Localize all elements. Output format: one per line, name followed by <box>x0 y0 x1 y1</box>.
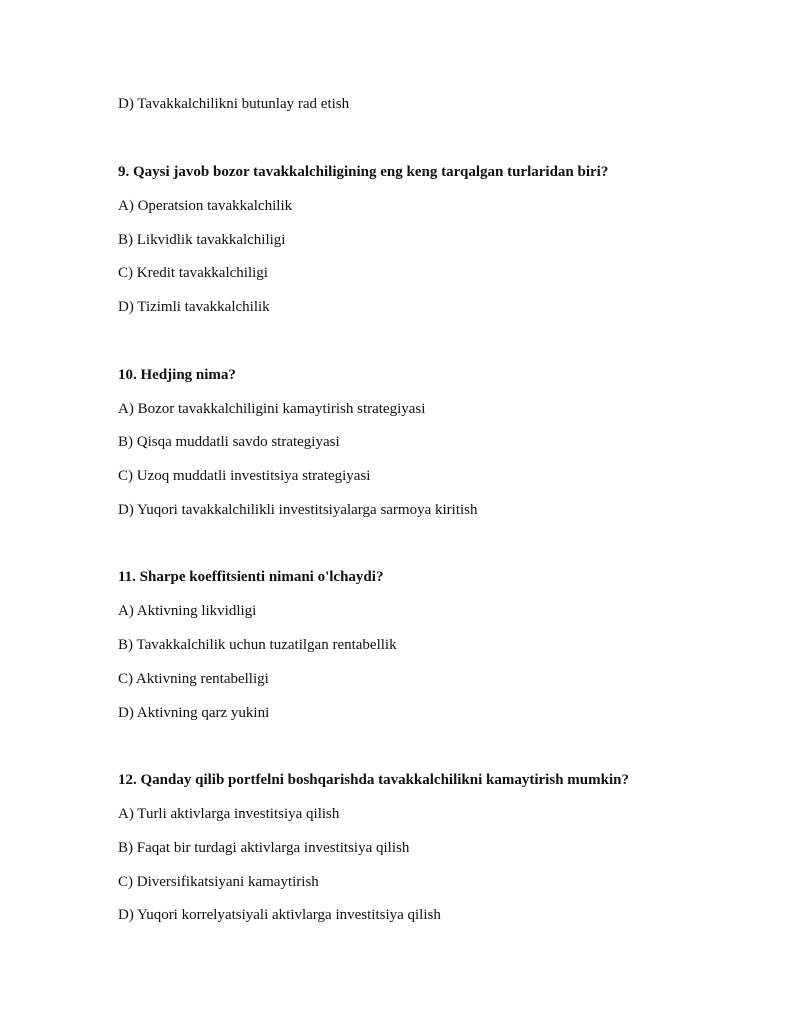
question-10: 10. Hedjing nima? <box>118 367 236 383</box>
answer-option: D) Yuqori tavakkalchilikli investitsiyalarga sarmoya kiritish <box>118 502 478 518</box>
question-9: 9. Qaysi javob bozor tavakkalchiligining eng keng tarqalgan turlaridan biri? <box>118 164 609 180</box>
answer-option: A) Operatsion tavakkalchilik <box>118 198 293 214</box>
answer-option: A) Aktivning likvidligi <box>118 603 257 619</box>
answer-option: A) Bozor tavakkalchiligini kamaytirish strategiyasi <box>118 401 426 417</box>
answer-option: C) Aktivning rentabelligi <box>118 671 269 687</box>
answer-option: B) Qisqa muddatli savdo strategiyasi <box>118 434 340 450</box>
answer-option: B) Likvidlik tavakkalchiligi <box>118 232 286 248</box>
answer-option: D) Yuqori korrelyatsiyali aktivlarga investitsiya qilish <box>118 907 441 923</box>
answer-option: C) Uzoq muddatli investitsiya strategiyasi <box>118 468 371 484</box>
answer-option: C) Diversifikatsiyani kamaytirish <box>118 874 319 890</box>
answer-option: D) Aktivning qarz yukini <box>118 705 270 721</box>
answer-option: B) Faqat bir turdagi aktivlarga investitsiya qilish <box>118 840 410 856</box>
answer-option: A) Turli aktivlarga investitsiya qilish <box>118 806 340 822</box>
question-12: 12. Qanday qilib portfelni boshqarishda tavakkalchilikni kamaytirish mumkin? <box>118 772 629 788</box>
question-11: 11. Sharpe koeffitsienti nimani o'lchaydi? <box>118 569 384 585</box>
answer-option: D) Tizimli tavakkalchilik <box>118 299 270 315</box>
answer-option: B) Tavakkalchilik uchun tuzatilgan rentabellik <box>118 637 397 653</box>
answer-option: C) Kredit tavakkalchiligi <box>118 265 268 281</box>
answer-option: D) Tavakkalchilikni butunlay rad etish <box>118 96 350 112</box>
